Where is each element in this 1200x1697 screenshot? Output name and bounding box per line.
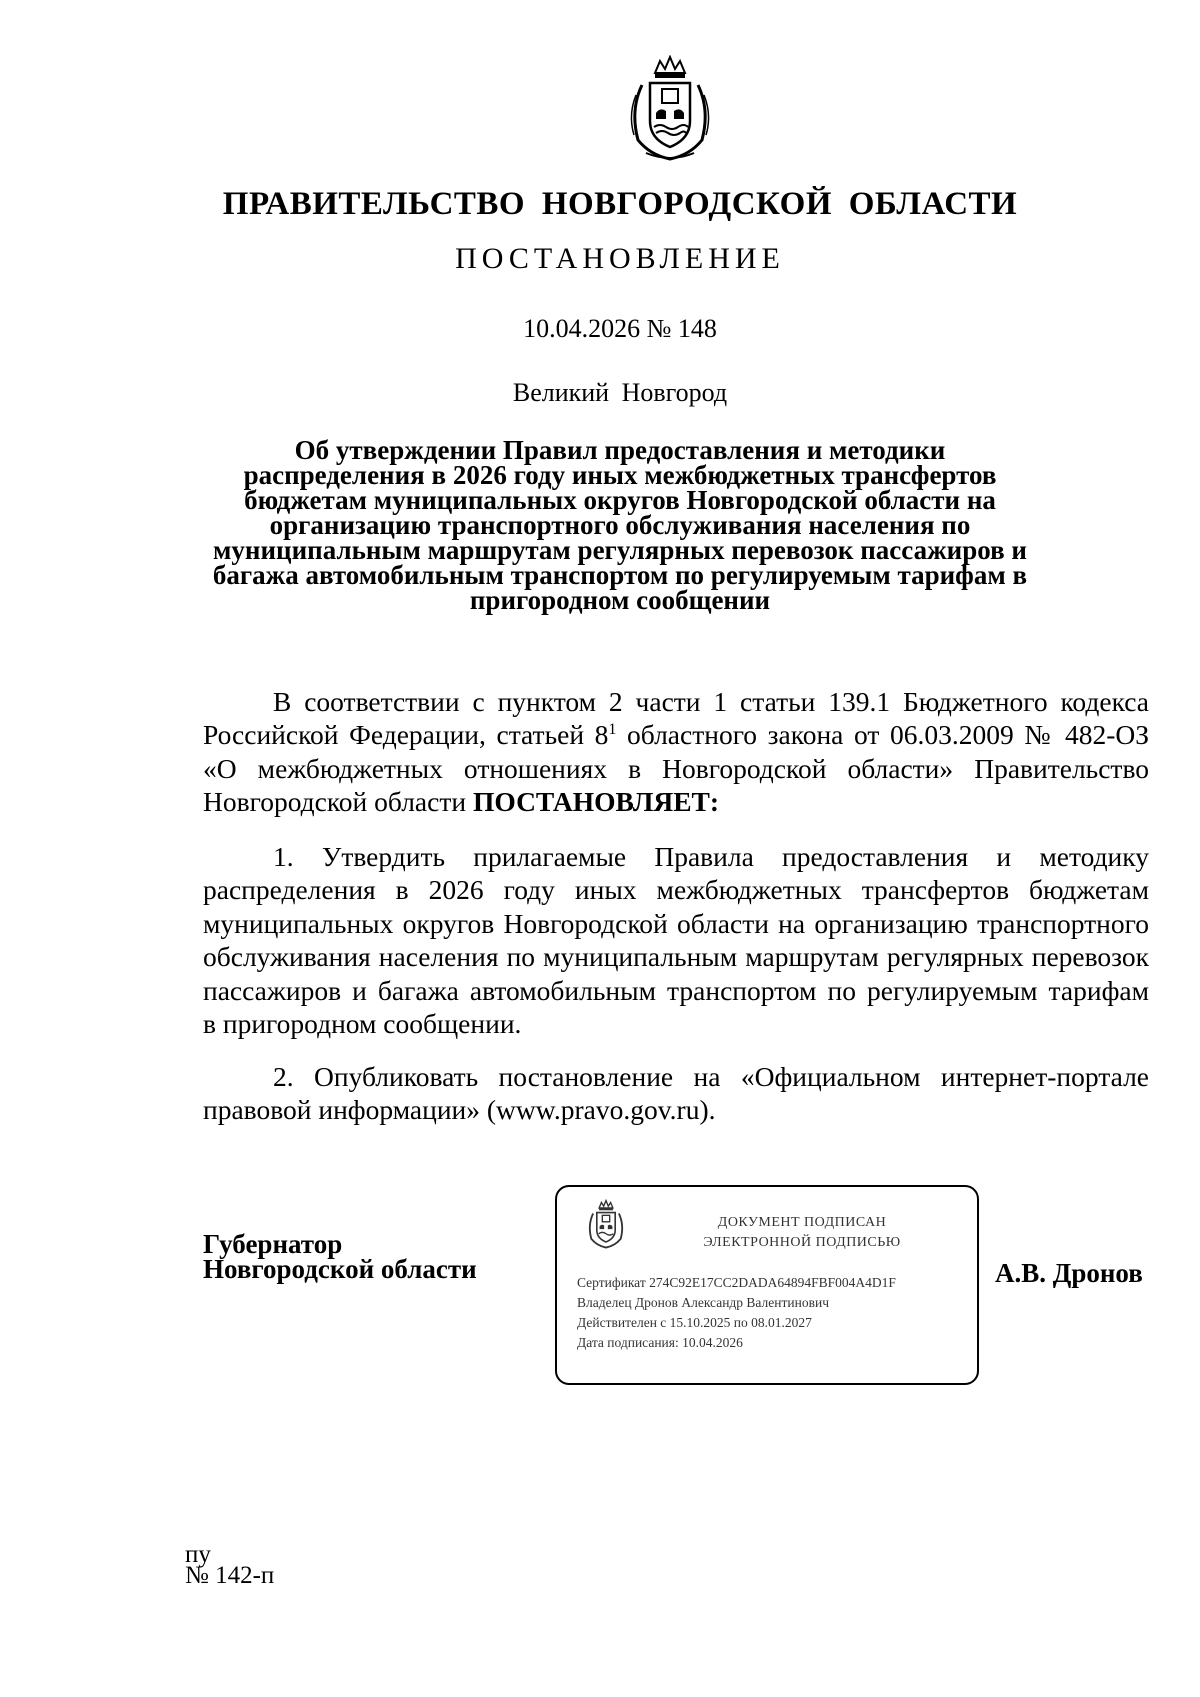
government-title: ПРАВИТЕЛЬСТВО НОВГОРОДСКОЙ ОБЛАСТИ [222,186,1018,222]
signer-position [203,1229,477,1284]
item-line: в пригородном сообщении. [203,1008,522,1040]
item-line: распределения в 2026 году иных межбюджетных трансфертов бюджетам [203,874,1149,906]
subject-line: Об утверждении Правил предоставления и методики [294,435,946,465]
stamp-coat-of-arms-icon [583,1199,629,1251]
signer-position-line: Губернатор [203,1229,343,1259]
document-subject [150,435,1090,615]
item-1-paragraph [203,840,1149,1040]
subject-line: багажа автомобильным транспортом по регулируемым тарифам в [212,560,1028,590]
item-2-paragraph [203,1060,1149,1127]
stamp-heading-line: ЭЛЕКТРОННОЙ ПОДПИСЬЮ [703,1235,901,1250]
subject-line: муниципальным маршрутам регулярных перевозок пассажиров и [213,535,1027,565]
document-city: Великий Новгород [512,378,728,407]
subject-line: распределения в 2026 году иных межбюджетных трансфертов [243,460,997,490]
preamble-text: областного закона от 06.03.2009 № 482-ОЗ [616,719,1149,751]
electronic-signature-stamp [555,1185,979,1385]
item-line: 2. Опубликовать постановление на «Официальном интернет-портале [273,1061,1149,1092]
preamble-line: «О межбюджетных отношениях в Новгородской области» Правительство [203,752,1149,784]
stamp-signed-date: Дата подписания: 10.04.2026 [577,1335,743,1350]
preamble-paragraph [203,685,1149,819]
item-line: правовой информации» (www.pravo.gov.ru). [203,1094,716,1126]
stamp-details [577,1273,896,1353]
subject-line: пригородном сообщении [469,585,771,615]
stamp-heading-line: ДОКУМЕНТ ПОДПИСАН [717,1215,887,1230]
stamp-owner: Владелец Дронов Александр Валентинович [577,1295,829,1310]
item-line: обслуживания населения по муниципальным маршрутам регулярных перевозок [203,941,1149,973]
preamble-line: В соответствии с пунктом 2 части 1 статьи 139.1 Бюджетного кодекса [273,686,1149,717]
preamble-line [203,718,1149,751]
preamble-text: Российской Федерации, статьей 8 [203,719,609,751]
signer-name: А.В. Дронов [995,1258,1143,1288]
stamp-validity: Действителен с 15.10.2025 по 08.01.2027 [577,1315,812,1330]
footer-line: № 142-п [185,1562,275,1589]
subject-line: организацию транспортного обслуживания населения по [269,510,971,540]
document-type: ПОСТАНОВЛЕНИЕ [455,242,785,275]
footer-line: пу [185,1541,211,1568]
preamble-line [203,785,1149,818]
coat-of-arms-icon [620,55,720,165]
decree-keyword: ПОСТАНОВЛЯЕТ: [472,786,720,818]
stamp-certificate: Сертификат 274C92E17CC2DADA64894FBF004A4D1F [577,1275,896,1290]
preamble-text: Новгородской области [203,786,473,818]
item-line: пассажиров и багажа автомобильным транспортом по регулируемым тарифам [203,974,1149,1006]
subject-line: бюджетам муниципальных округов Новгородской области на [244,485,996,515]
document-date-number: 10.04.2026 № 148 [523,314,717,343]
signer-position-line: Новгородской области [203,1254,477,1284]
item-line: муниципальных округов Новгородской области на организацию транспортного [203,907,1149,939]
footer-note [185,1541,275,1589]
item-line: 1. Утвердить прилагаемые Правила предоставления и методику [273,841,1149,872]
superscript: 1 [608,721,617,739]
stamp-heading [677,1213,927,1253]
